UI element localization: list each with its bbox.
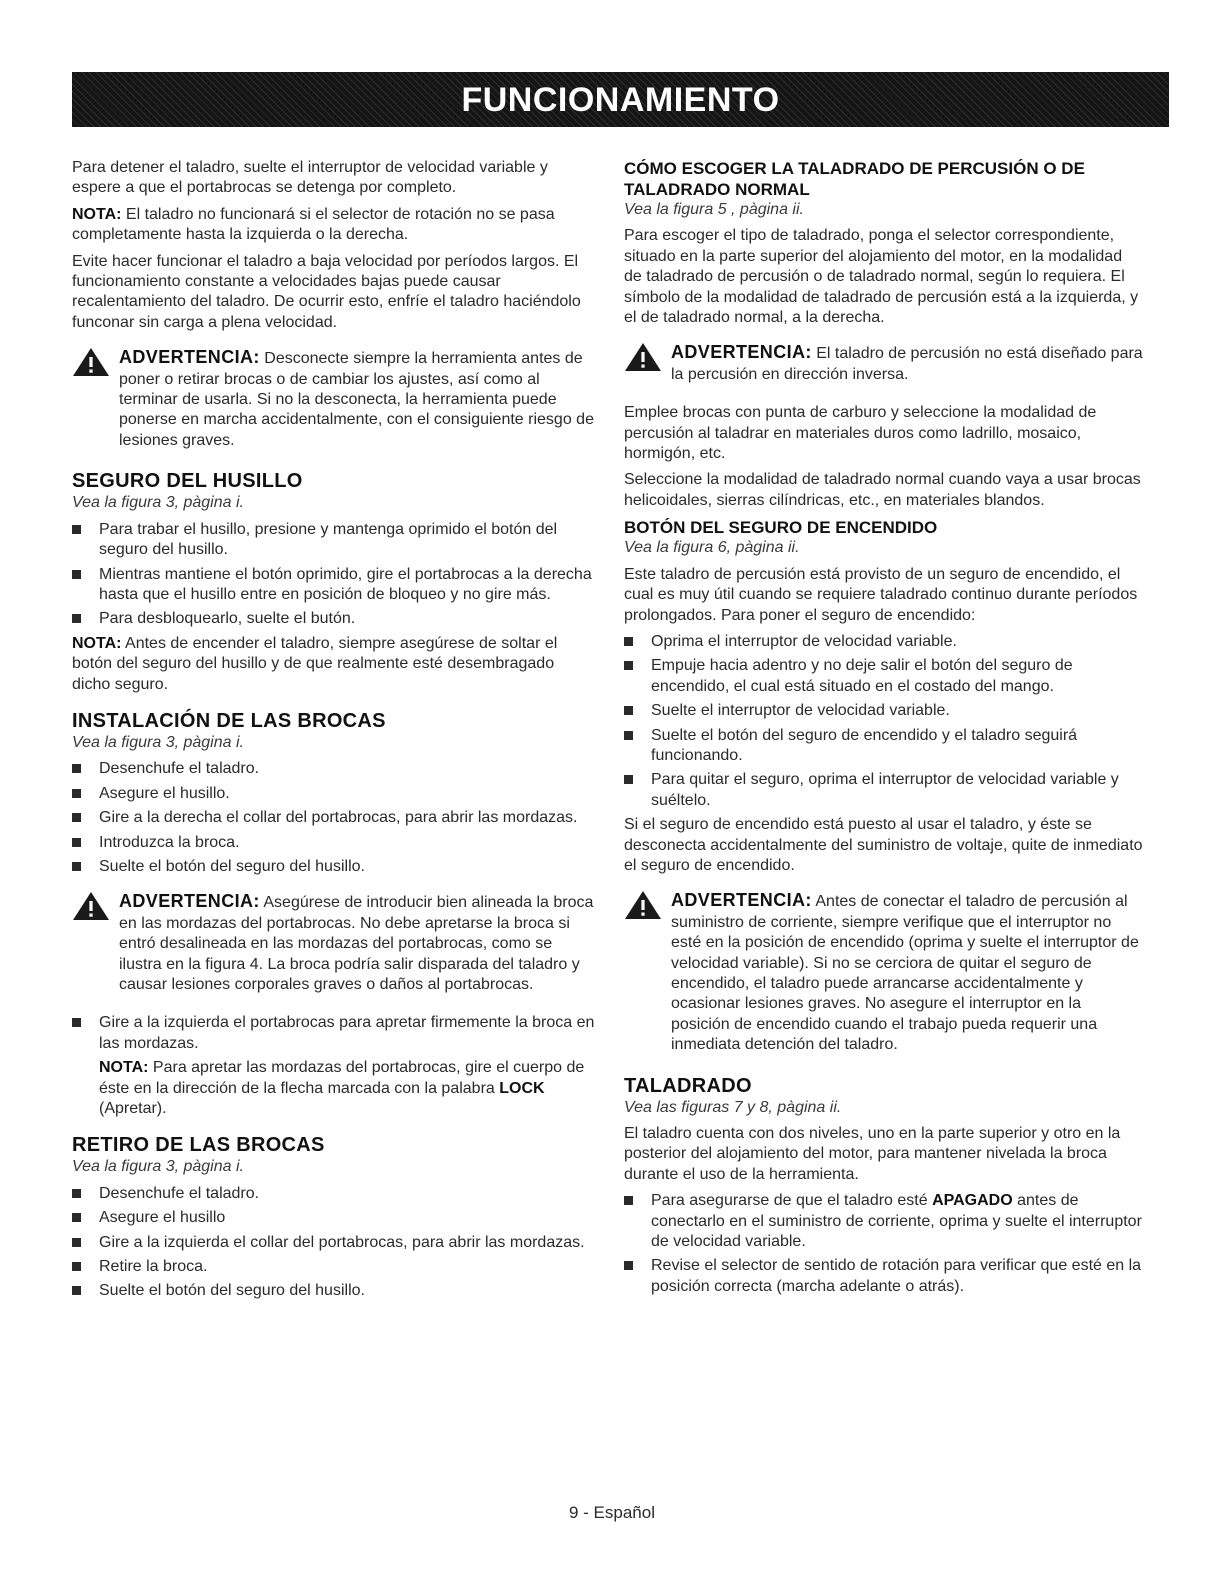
list-item [72, 1257, 596, 1277]
bullet-icon [624, 731, 633, 740]
list-item-text: Introduzca la broca. [99, 833, 240, 851]
warning-text: El taladro de percusión no está diseñado para la percusión en dirección inversa. [671, 345, 1143, 383]
list-item-text: Gire a la izquierda el portabrocas para apretar firmemente la broca en las mordazas. [99, 1014, 595, 1052]
warning-text: Desconecte siempre la herramienta antes de poner o retirar brocas o de cambiar los ajustes, así como al terminar de usarla. Si no la desconecta, la herramienta puede ponerse en marcha accidentalmente, con el consiguiente riesgo de lesiones graves. [119, 350, 594, 449]
bullet-icon [624, 661, 633, 670]
como-paragraph: Para escoger el tipo de taladrado, ponga el selector correspondiente, situado en la parte superior del alojamiento del motor, en la modalidad de taladrado de percusión o de taladrado normal, según lo requiera. El símbolo de la modalidad de taladrado de percusión está a la izquierda, y el de taladrado normal, a la derecha. [624, 227, 1139, 327]
bullet-icon [72, 525, 81, 534]
list-item [72, 1281, 596, 1301]
list-item [624, 726, 1144, 767]
figure-reference: Vea la figura 3, pàgina i. [72, 733, 244, 751]
list-item [72, 1208, 596, 1228]
note-text: El taladro no funcionará si el selector de rotación no se pasa completamente hasta la izquierda o la derecha. [72, 205, 555, 244]
bullet-icon [72, 570, 81, 579]
list-item [624, 632, 1144, 652]
bullet-icon [72, 1286, 81, 1295]
warning-connect [624, 890, 1144, 1055]
bullet-icon [624, 1196, 633, 1205]
warning-label: ADVERTENCIA: [671, 342, 812, 363]
note-label: NOTA: [99, 1059, 149, 1077]
list-item [624, 770, 1144, 811]
heading-seguro-husillo: SEGURO DEL HUSILLO [72, 470, 303, 493]
list-item-text: Para trabar el husillo, presione y mantenga oprimido el botón del seguro del husillo. [99, 520, 558, 559]
warning-text: Antes de conectar el taladro de percusión al suministro de corriente, siempre verifique que el interruptor no esté en la posición de encendido (oprima y suelte el interruptor de velocidad variable). Si no se cerciora de quitar el seguro de encendido, el taladro puede arrancarse accidentalmente y ocasionar lesiones graves. No asegure el interruptor en la posición de encendido cuando el trabajo pueda requerir una inmediata detención del taladro. [671, 893, 1139, 1054]
list-item [72, 565, 596, 606]
heading-instalacion: INSTALACIÓN DE LAS BROCAS [72, 709, 386, 732]
list-item-text: Gire a la derecha el collar del portabrocas, para abrir las mordazas. [99, 809, 578, 827]
bullet-icon [72, 789, 81, 798]
bullet-icon [72, 1018, 81, 1027]
list-item-text: Para asegurarse de que el taladro esté [651, 1192, 933, 1210]
list-item [624, 1191, 1144, 1252]
bullet-icon [72, 862, 81, 871]
bullet-icon [624, 706, 633, 715]
list-item-text: Mientras mantiene el botón oprimido, gire el portabrocas a la derecha hasta que el husillo entre en posición de bloqueo y no gire más. [99, 565, 592, 603]
heading-como-escoger: CÓMO ESCOGER LA TALADRADO DE PERCUSIÓN O DE TALADRADO NORMAL [624, 159, 1085, 199]
list-item [72, 1184, 596, 1204]
warning-label: ADVERTENCIA: [119, 891, 260, 912]
note-label: NOTA: [72, 634, 122, 652]
figure-reference: Vea la figura 3, pàgina i. [72, 494, 244, 512]
note-text: Para apretar las mordazas del portabrocas, gire el cuerpo de éste en la dirección de la flecha marcada con la palabra [99, 1059, 585, 1097]
figure-reference: Vea las figuras 7 y 8, pàgina ii. [624, 1098, 842, 1116]
note-label: NOTA: [72, 205, 122, 223]
taladrado-paragraph: El taladro cuenta con dos niveles, uno en la parte superior y otro en la posterior del alojamiento del motor, para mantener nivelada la broca durante el uso de la herramienta. [624, 1125, 1121, 1183]
list-item-text: Revise el selector de sentido de rotación para verificar que esté en la posición correcta (marcha adelante o atrás). [651, 1257, 1142, 1295]
list-item-text: Desenchufe el taladro. [99, 1184, 260, 1202]
bullet-icon [72, 614, 81, 623]
warning-reverse [624, 342, 1144, 385]
bullet-icon [624, 637, 633, 646]
bullet-icon [72, 1213, 81, 1222]
list-item-text: Asegure el husillo [99, 1209, 226, 1227]
list-item [72, 857, 596, 877]
list-item [624, 1256, 1144, 1297]
list-item-text: Gire a la izquierda el collar del portabrocas, para abrir las mordazas. [99, 1233, 585, 1251]
warning-text: Asegúrese de introducir bien alineada la broca en las mordazas del portabrocas. No debe apretarse la broca si entró desalineada en las mordazas del portabrocas, como se ilustra en la figura 4. La broca podría salir disparada del taladro y causar lesiones corporales graves o daños al portabrocas. [119, 894, 594, 993]
apagado-word: APAGADO [932, 1192, 1013, 1210]
low-speed-paragraph: Evite hacer funcionar el taladro a baja velocidad por períodos largos. El funcionamiento constante a velocidades bajas puede causar recalentamiento del taladro. De ocurrir esto, enfríe el taladro haciéndolo funconar sin carga a plena velocidad. [72, 252, 581, 331]
list-item-text: Retire la broca. [99, 1258, 208, 1276]
list-item [72, 1013, 596, 1054]
list-item [624, 656, 1144, 697]
list-item [72, 520, 596, 561]
list-item-text: Asegure el husillo. [99, 784, 230, 802]
bullet-icon [624, 775, 633, 784]
list-item [72, 833, 596, 853]
lock-word: LOCK [499, 1079, 545, 1097]
bullet-icon [72, 1238, 81, 1247]
apretar-list [72, 1013, 596, 1054]
retiro-list [72, 1184, 596, 1302]
list-item [72, 1233, 596, 1253]
heading-taladrado: TALADRADO [624, 1074, 752, 1097]
note-seguro [72, 634, 596, 695]
list-item-text: Para desbloquearlo, suelte el butón. [99, 610, 356, 628]
list-item-text: Empuje hacia adentro y no deje salir el botón del seguro de encendido, el cual está situado en el costado del mango. [651, 657, 1073, 695]
list-item-text: Para quitar el seguro, oprima el interruptor de velocidad variable y suéltelo. [651, 771, 1119, 809]
section-banner [72, 72, 1169, 127]
list-item [72, 808, 596, 828]
boton-paragraph: Este taladro de percusión está provisto de un seguro de encendido, el cual es muy útil cuando se requiere taladrado continuo durante períodos prolongados. Para poner el seguro de encendido: [624, 565, 1138, 624]
page-number: 9 - Español [569, 1503, 655, 1522]
section-title: FUNCIONAMIENTO [461, 80, 780, 119]
note-end: (Apretar). [99, 1100, 167, 1118]
list-item-text: antes de conectarlo en el suministro de corriente, oprima y suelte el interruptor de velocidad variable. [651, 1192, 1142, 1251]
instalacion-list [72, 759, 596, 877]
warning-triangle-icon [72, 891, 110, 921]
warning-triangle-icon [72, 347, 110, 377]
list-item-text: Suelte el botón del seguro de encendido y el taladro seguirá funcionando. [651, 726, 1078, 764]
note-text: Antes de encender el taladro, siempre asegúrese de soltar el botón del seguro del husillo y de que realmente esté desembragado dicho seguro. [72, 634, 558, 693]
warning-triangle-icon [624, 342, 662, 372]
boton-closing-paragraph: Si el seguro de encendido está puesto al usar el taladro, y éste se desconecta accidentalmente del suministro de voltaje, quite de inmediato el seguro de encendido. [624, 816, 1143, 874]
bullet-icon [72, 813, 81, 822]
list-item [72, 609, 596, 629]
heading-boton-seguro: BOTÓN DEL SEGURO DE ENCENDIDO [624, 518, 938, 538]
warning-triangle-icon [624, 890, 662, 920]
list-item [72, 784, 596, 804]
list-item-text: Desenchufe el taladro. [99, 760, 260, 778]
figure-reference: Vea la figura 6, pàgina ii. [624, 539, 800, 557]
warning-label: ADVERTENCIA: [671, 890, 812, 911]
left-column [72, 158, 596, 1306]
bullet-icon [624, 1261, 633, 1270]
bullet-icon [72, 838, 81, 847]
warning-disconnect [72, 347, 596, 451]
boton-list [624, 632, 1144, 811]
list-item [624, 701, 1144, 721]
note-rotation [72, 205, 596, 246]
normal-mode-paragraph: Seleccione la modalidad de taladrado normal cuando vaya a usar brocas helicoidales, sierras cilíndricas, etc., en materiales blandos. [624, 471, 1141, 509]
bullet-icon [72, 1262, 81, 1271]
warning-label: ADVERTENCIA: [119, 347, 260, 368]
intro-paragraph: Para detener el taladro, suelte el interruptor de velocidad variable y espere a que el portabrocas se detenga por completo. [72, 159, 548, 197]
taladrado-list [624, 1191, 1144, 1297]
list-item-text: Suelte el interruptor de velocidad variable. [651, 702, 950, 720]
list-item-text: Suelte el botón del seguro del husillo. [99, 857, 365, 875]
bullet-icon [72, 764, 81, 773]
warning-alignment [72, 891, 596, 995]
bullet-icon [72, 1189, 81, 1198]
right-column [624, 158, 1144, 1301]
carbide-paragraph: Emplee brocas con punta de carburo y seleccione la modalidad de percusión al taladrar en materiales duros como ladrillo, mosaico, hormigón, etc. [624, 404, 1097, 463]
heading-retiro: RETIRO DE LAS BROCAS [72, 1134, 325, 1157]
list-item-text: Suelte el botón del seguro del husillo. [99, 1282, 365, 1300]
note-lock [72, 1058, 596, 1119]
list-item [72, 759, 596, 779]
figure-reference: Vea la figura 3, pàgina i. [72, 1158, 244, 1176]
list-item-text: Oprima el interruptor de velocidad variable. [651, 632, 957, 650]
figure-reference: Vea la figura 5 , pàgina ii. [624, 201, 804, 218]
seguro-list [72, 520, 596, 630]
